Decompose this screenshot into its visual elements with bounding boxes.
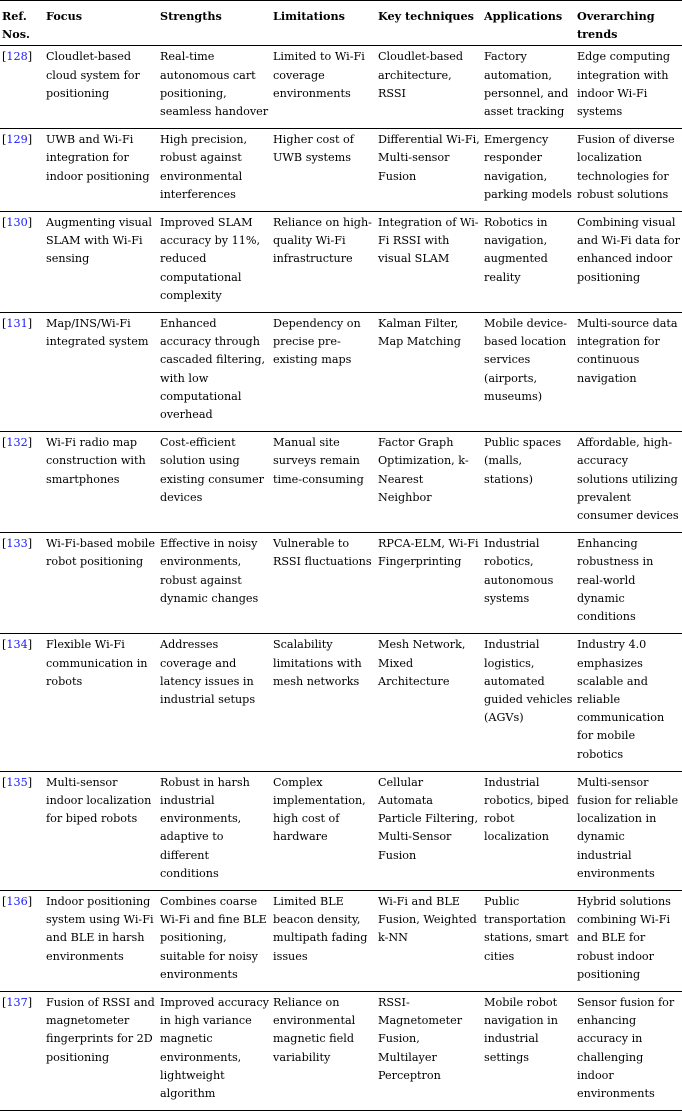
cell-overarching-trends: Sensor fusion for enhancing accuracy in challenging indoor environments <box>577 995 675 1100</box>
cell-focus: Multi-sensor indoor localization for biped robots <box>46 775 152 826</box>
cell-focus: Wi-Fi radio map construction with smartphones <box>46 436 146 486</box>
cell-overarching-trends: Hybrid solutions combining Wi-Fi and BLE for robust indoor positioning <box>577 894 671 981</box>
cell-limitations: Manual site surveys remain time-consuming <box>273 436 364 486</box>
cell-focus: Flexible Wi-Fi communication in robots <box>46 638 148 688</box>
bracket-open: [ <box>2 317 7 331</box>
cell-ref <box>0 129 44 212</box>
cell-applications: Robotics in navigation, augmented reality <box>484 216 548 284</box>
bracket-open: [ <box>2 537 7 551</box>
cell-ref <box>0 771 44 890</box>
cell-key-techniques: RPCA-ELM, Wi-Fi Fingerprinting <box>378 537 479 569</box>
table-header <box>0 1 682 46</box>
table-row <box>0 533 682 634</box>
cell-applications: Mobile robot navigation in industrial settings <box>484 995 558 1064</box>
cell-overarching-trends: Enhancing robustness in real-world dynamic conditions <box>577 537 654 624</box>
cell-focus: Map/INS/Wi-Fi integrated system <box>46 317 149 349</box>
cell-applications: Factory automation, personnel, and asset tracking <box>484 50 569 119</box>
cell-limitations: Complex implementation, high cost of hardware <box>273 775 366 844</box>
cell-ref <box>0 991 44 1110</box>
cell-limitations: Limited to Wi-Fi coverage environments <box>273 50 365 100</box>
cell-limitations: Limited BLE beacon density, multipath fading issues <box>273 894 368 963</box>
header-strengths: Strengths <box>160 9 222 23</box>
bracket-open: [ <box>2 436 7 450</box>
cell-strengths: Improved SLAM accuracy by 11%, reduced computational complexity <box>160 216 261 302</box>
reference-link[interactable]: 129 <box>6 133 28 147</box>
cell-strengths: Combines coarse Wi-Fi and fine BLE positioning, suitable for noisy environments <box>160 894 267 981</box>
cell-applications: Mobile device-based location services (airports, museums) <box>484 317 568 403</box>
cell-key-techniques: Integration of Wi-Fi RSSI with visual SLAM <box>378 216 479 266</box>
cell-overarching-trends: Multi-source data integration for continuous navigation <box>577 317 678 385</box>
cell-key-techniques: Kalman Filter, Map Matching <box>378 317 461 349</box>
cell-key-techniques: Factor Graph Optimization, k-Nearest Neighbor <box>378 436 469 504</box>
cell-applications: Industrial robotics, autonomous systems <box>484 537 554 605</box>
bracket-open: [ <box>2 133 7 147</box>
bracket-close: ] <box>27 317 33 331</box>
cell-applications: Public transportation stations, smart cities <box>484 894 569 963</box>
bracket-open: [ <box>2 894 7 908</box>
reference-link[interactable]: 136 <box>6 894 28 908</box>
header-applications: Applications <box>484 9 563 23</box>
cell-applications: Industrial logistics, automated guided vehicles (AGVs) <box>484 638 573 725</box>
reference-link[interactable]: 134 <box>6 638 28 652</box>
bracket-close: ] <box>27 50 33 64</box>
bracket-close: ] <box>27 133 33 147</box>
cell-strengths: Effective in noisy environments, robust against dynamic changes <box>160 537 259 605</box>
cell-focus: Wi-Fi-based mobile robot positioning <box>46 537 155 569</box>
cell-strengths: Robust in harsh industrial environments, adaptive to different conditions <box>160 775 250 880</box>
header-row <box>0 1 682 46</box>
cell-focus: Indoor positioning system using Wi-Fi and BLE in harsh environments <box>46 894 154 963</box>
bracket-close: ] <box>27 216 33 230</box>
cell-limitations: Higher cost of UWB systems <box>273 133 354 165</box>
cell-ref <box>0 533 44 634</box>
cell-strengths: Addresses coverage and latency issues in industrial setups <box>160 638 256 706</box>
table-row <box>0 313 682 432</box>
table-row <box>0 634 682 771</box>
table-row <box>0 991 682 1110</box>
header-focus: Focus <box>46 9 83 23</box>
cell-key-techniques: Differential Wi-Fi, Multi-sensor Fusion <box>378 133 480 183</box>
table-row <box>0 212 682 313</box>
cell-ref <box>0 634 44 771</box>
bracket-open: [ <box>2 995 7 1009</box>
bracket-close: ] <box>27 995 33 1009</box>
cell-limitations: Scalability limitations with mesh networks <box>273 638 362 688</box>
header-limitations: Limitations <box>273 9 345 23</box>
cell-ref <box>0 212 44 313</box>
cell-key-techniques: Wi-Fi and BLE Fusion, Weighted k-NN <box>378 894 477 945</box>
cell-strengths: Enhanced accuracy through cascaded filtering, with low computational overhead <box>160 317 266 422</box>
cell-key-techniques: Mesh Network, Mixed Architecture <box>378 638 466 688</box>
reference-link[interactable]: 132 <box>6 436 28 450</box>
cell-applications: Industrial robotics, biped robot localization <box>484 775 569 844</box>
table-row <box>0 129 682 212</box>
bracket-close: ] <box>27 894 33 908</box>
reference-link[interactable]: 130 <box>6 216 28 230</box>
bracket-open: [ <box>2 216 7 230</box>
cell-overarching-trends: Industry 4.0 emphasizes scalable and reliable communication for mobile robotics <box>577 638 665 761</box>
bracket-close: ] <box>27 436 33 450</box>
cell-focus: Augmenting visual SLAM with Wi-Fi sensing <box>46 216 152 266</box>
cell-overarching-trends: Affordable, high-accuracy solutions utilizing prevalent consumer devices <box>577 436 679 523</box>
cell-applications: Emergency responder navigation, parking models <box>484 133 572 201</box>
reference-link[interactable]: 128 <box>6 50 28 64</box>
cell-overarching-trends: Edge computing integration with indoor Wi-Fi systems <box>577 50 671 119</box>
cell-overarching-trends: Fusion of diverse localization technologies for robust solutions <box>577 133 675 201</box>
cell-focus: UWB and Wi-Fi integration for indoor positioning <box>46 133 150 183</box>
cell-strengths: Real-time autonomous cart positioning, seamless handover <box>160 50 269 119</box>
cell-focus: Fusion of RSSI and magnetometer fingerprints for 2D positioning <box>46 995 155 1064</box>
cell-key-techniques: Cloudlet-based architecture, RSSI <box>378 50 464 100</box>
cell-focus: Cloudlet-based cloud system for positioning <box>46 50 140 100</box>
cell-limitations: Vulnerable to RSSI fluctuations <box>273 537 372 569</box>
bracket-close: ] <box>27 638 33 652</box>
reference-link[interactable]: 133 <box>6 537 28 551</box>
cell-ref <box>0 46 44 129</box>
cell-ref <box>0 313 44 432</box>
header-key-techniques: Key techniques <box>378 9 474 23</box>
table-row <box>0 890 682 991</box>
cell-key-techniques: RSSI-Magnetometer Fusion, Multilayer Perceptron <box>378 995 463 1082</box>
cell-ref <box>0 890 44 991</box>
cell-key-techniques: Cellular Automata Particle Filtering, Multi-Sensor Fusion <box>378 775 479 862</box>
bracket-close: ] <box>27 537 33 551</box>
bracket-open: [ <box>2 638 7 652</box>
reference-link[interactable]: 131 <box>6 317 28 331</box>
cell-overarching-trends: Combining visual and Wi-Fi data for enhanced indoor positioning <box>577 216 680 284</box>
cell-applications: Public spaces (malls, stations) <box>484 436 562 486</box>
bracket-close: ] <box>27 775 33 789</box>
cell-strengths: Improved accuracy in high variance magnetic environments, lightweight algorithm <box>160 995 269 1100</box>
header-ref-nos: Ref. Nos. <box>2 9 30 42</box>
cell-overarching-trends: Multi-sensor fusion for reliable localization in dynamic industrial environments <box>577 775 679 880</box>
reference-link[interactable]: 135 <box>6 775 28 789</box>
table-row <box>0 46 682 129</box>
cell-limitations: Reliance on environmental magnetic field variability <box>273 995 356 1064</box>
reference-link[interactable]: 137 <box>6 995 28 1009</box>
table-row <box>0 771 682 890</box>
cell-limitations: Reliance on high-quality Wi-Fi infrastructure <box>273 216 372 266</box>
table-body <box>0 46 682 1111</box>
cell-ref <box>0 432 44 533</box>
header-overarching-trends: Overarching trends <box>577 9 655 42</box>
table-row <box>0 432 682 533</box>
cell-strengths: Cost-efficient solution using existing consumer devices <box>160 436 264 504</box>
cell-strengths: High precision, robust against environmental interferences <box>160 133 248 201</box>
bracket-open: [ <box>2 775 7 789</box>
bracket-open: [ <box>2 50 7 64</box>
cell-limitations: Dependency on precise pre-existing maps <box>273 317 361 367</box>
